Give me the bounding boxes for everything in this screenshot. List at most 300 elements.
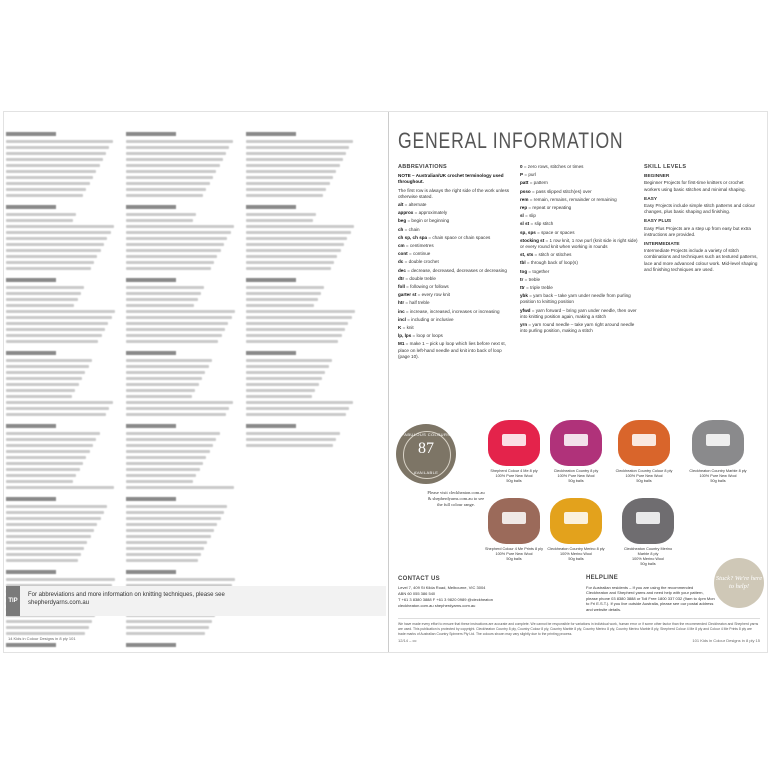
abbreviation-item: M1 = make 1 – pick up loop which lies before next st, place on left-hand needle and knit into back of loop (page 10). [398, 341, 506, 359]
blurred-text-line [246, 298, 318, 301]
blurred-text-line [126, 322, 228, 325]
blurred-text-line [126, 182, 210, 185]
blurred-text-line [126, 158, 223, 161]
blurred-text-line [6, 278, 56, 282]
contact-section [398, 576, 568, 609]
abbreviation-item: tbl = through back of loop(s) [520, 260, 578, 266]
blurred-text-line [6, 304, 74, 307]
blurred-text-line [246, 340, 338, 343]
blurred-text-line [6, 529, 94, 532]
abbreviation-item: stocking st = 1 row knit, 1 row purl (knit side is right side) or every round knit when working in rounds [520, 237, 638, 250]
abbreviation-item: inc = increase, increased, increases or increasing [398, 308, 500, 314]
blurred-text-line [6, 132, 56, 136]
blurred-text-line [6, 237, 107, 240]
blurred-text-line [6, 176, 93, 179]
skill-level-description: Easy Plus Projects are a step up from easy but extra instructions are provided. [644, 225, 751, 237]
abbreviation-item: sl st = slip stitch [520, 221, 554, 227]
contact-line: cleckheaton.com.au shepherdyarns.com.au [398, 603, 476, 608]
blurred-text-line [6, 158, 103, 161]
blurred-text-line [6, 213, 76, 216]
abbreviation-item: cm = centimetres [398, 243, 434, 249]
blurred-text-line [126, 480, 193, 483]
blurred-text-line [246, 432, 340, 435]
abbreviation-item: approx = approximately [398, 210, 448, 216]
blurred-text-line [6, 316, 112, 319]
abbreviation-item: beg = begin or beginning [398, 218, 450, 224]
abbreviation-item: st, sts = stitch or stitches [520, 252, 572, 258]
blurred-text-line [246, 267, 331, 270]
blurred-text-line [246, 304, 314, 307]
blurred-text-line [126, 517, 221, 520]
blurred-text-line [6, 146, 109, 149]
yarn-product [484, 498, 544, 562]
abbreviations-column-2 [520, 164, 638, 336]
blurred-text-line [126, 407, 229, 410]
blurred-text-line [246, 334, 342, 337]
blurred-text-line [126, 570, 176, 574]
abbreviation-item: dtr = double treble [398, 275, 436, 281]
blurred-text-line [6, 468, 80, 471]
blurred-text-line [246, 328, 345, 331]
abbreviations-column-1 [398, 164, 512, 362]
blurred-text-line [126, 620, 212, 623]
blurred-text-line [126, 371, 205, 374]
blurred-text-line [246, 164, 340, 167]
yarn-label: 50g balls [506, 557, 522, 561]
yarn-label: 100% Pure New Wool [495, 474, 533, 478]
blurred-text-line [246, 371, 325, 374]
blurred-text-line [126, 194, 203, 197]
blurred-text-line [126, 553, 201, 556]
skill-level-name: INTERMEDIATE [644, 242, 680, 248]
yarn-product [618, 498, 678, 567]
yarn-label: Cleckheaton Country Colour 8 ply [615, 469, 673, 473]
blurred-text-line [126, 365, 209, 368]
blurred-text-line [126, 286, 204, 289]
yarn-label: Cleckheaton Country Merino Marble 8 ply [623, 547, 673, 556]
blurred-text-line [246, 140, 353, 143]
blurred-text-line [126, 292, 201, 295]
skill-level-description: Intermediate Projects include a variety of stitch combinations and techniques such as textured patterns, lace and more advanced colour work. Mid-level shaping and finishing techniques are used. [644, 248, 758, 272]
abbreviation-item: yrn = yarn round needle – take yarn right around needle into purling position, making a stitch [520, 322, 635, 334]
yarn-label: Cleckheaton Country 8 ply [553, 469, 599, 473]
blurred-text-line [126, 413, 226, 416]
abbreviation-item: tog = together [520, 268, 550, 274]
yarn-label: 100% Pure New Wool [557, 474, 595, 478]
abbreviation-item: ybk = yarn back – take yarn under needle from purling position to knitting position [520, 293, 631, 305]
abbreviation-item: garter st = every row knit [398, 292, 450, 298]
blurred-text-line [126, 219, 193, 222]
blurred-text-line [6, 547, 84, 550]
blurred-text-line [6, 267, 91, 270]
blurred-text-line [6, 395, 72, 398]
blurred-text-line [246, 424, 296, 428]
yarn-label: 50g balls [568, 557, 584, 561]
yarn-label: 100% Merino Wool [559, 552, 592, 556]
skill-level-name: EASY [644, 196, 658, 202]
blurred-text-line [126, 334, 222, 337]
blurred-text-line [6, 486, 114, 489]
blurred-text-line [126, 377, 202, 380]
blurred-text-line [6, 432, 100, 435]
blurred-text-line [6, 351, 56, 355]
blurred-text-line [246, 413, 346, 416]
abbreviation-item: htr = half treble [398, 300, 430, 306]
abbreviation-item: foll = following or follows [398, 284, 449, 290]
blurred-text-line [6, 553, 81, 556]
blurred-text-line [6, 535, 91, 538]
blurred-text-line [126, 176, 213, 179]
skill-levels-column [644, 164, 760, 275]
abbreviation-item: sl = slip [520, 213, 536, 219]
blurred-text-line [126, 535, 211, 538]
abbreviation-item: 0 = zero rows, stitches or times [520, 164, 584, 169]
blurred-text-line [126, 249, 221, 252]
right-page [396, 118, 762, 648]
blurred-text-line [126, 359, 212, 362]
blurred-text-line [6, 450, 90, 453]
blurred-text-line [126, 351, 176, 355]
blurred-text-line [246, 351, 296, 355]
skill-level-name: EASY PLUS [644, 219, 672, 225]
blurred-text-line [126, 225, 234, 228]
blurred-text-line [6, 626, 89, 629]
yarn-product [614, 420, 674, 484]
blurred-text-line [6, 292, 81, 295]
yarn-label: 100% Pure New Wool [625, 474, 663, 478]
blurred-text-line [6, 170, 96, 173]
abbreviation-item: dec = decrease, decreased, decreases or decreasing [398, 267, 507, 273]
blurred-text-line [6, 261, 94, 264]
skill-level-name: BEGINNER [644, 174, 670, 180]
blurred-text-line [126, 188, 206, 191]
yarn-ball-image [622, 498, 674, 544]
blurred-text-line [246, 225, 354, 228]
right-footer-code: 12/14 – cc [398, 638, 417, 643]
blurred-text-line [6, 620, 92, 623]
blurred-text-line [6, 389, 75, 392]
abbreviation-item: psso = pass slipped stitch(es) over [520, 188, 592, 194]
helpline-text: For Australian residents – If you are using the recommended Cleckheaton and Shepherd yarns and need help with your pattern, please phone 03 8380 3888 or Toll Free 1800 337 032 (9am to 4pm Mon to Fri E.S.T.). If you live outside Australia, please see our postal address and website details. [586, 584, 715, 612]
badge-top-text: FABULOUS COLOURS [401, 432, 451, 437]
yarn-label: 50g balls [710, 479, 726, 483]
blurred-text-line [246, 237, 347, 240]
blurred-text-line [246, 255, 337, 258]
blurred-text-line [6, 407, 109, 410]
blurred-text-line [126, 231, 231, 234]
yarn-label: Cleckheaton Country Marble 8 ply [689, 469, 747, 473]
blurred-text-line [246, 182, 330, 185]
blurred-text-line [126, 444, 213, 447]
yarn-label: Shepherd Colour 4 Me Prints 8 ply [484, 547, 544, 551]
badge-number: 87 [418, 440, 434, 457]
blurred-text-line [246, 176, 333, 179]
blurred-text-line [126, 261, 214, 264]
yarn-label: 100% Pure New Wool [495, 552, 533, 556]
yarn-product [484, 420, 544, 484]
blurred-text-line [6, 413, 106, 416]
blurred-text-line [6, 298, 78, 301]
blurred-text-line [246, 444, 333, 447]
blurred-text-line [6, 140, 113, 143]
terminology-note: NOTE – Australian/UK crochet terminology used throughout. [398, 173, 504, 185]
blurred-text-line [246, 170, 336, 173]
yarn-label: 50g balls [640, 562, 656, 566]
stuck-help-badge: Stuck? We're here to help! [714, 558, 764, 608]
blurred-text-line [6, 497, 56, 501]
blurred-text-line [6, 570, 56, 574]
blurred-text-line [126, 456, 206, 459]
blurred-column-1 [6, 124, 116, 651]
blurred-text-line [6, 371, 85, 374]
blurred-text-line [246, 395, 312, 398]
abbreviation-item: sp, sps = space or spaces [520, 229, 575, 235]
blurred-text-line [6, 322, 108, 325]
blurred-text-line [126, 511, 224, 514]
blurred-text-line [6, 340, 98, 343]
fabulous-colours-badge [396, 424, 456, 484]
blurred-text-line [126, 383, 199, 386]
blurred-text-line [246, 205, 296, 209]
blurred-text-line [126, 529, 214, 532]
blurred-text-line [246, 188, 326, 191]
yarn-label: 100% Pure New Wool [699, 474, 737, 478]
abbreviation-item: ch = chain [398, 226, 420, 232]
blurred-text-line [246, 310, 355, 313]
blurred-text-line [126, 146, 229, 149]
blurred-column-3 [246, 124, 356, 450]
blurred-text-line [6, 438, 96, 441]
blurred-text-line [6, 559, 78, 562]
right-footer: 101 Kids in Colour Designs in 8 ply 15 [692, 638, 760, 643]
blurred-text-line [6, 444, 93, 447]
blurred-text-line [6, 225, 114, 228]
blurred-text-line [246, 132, 296, 136]
blurred-text-line [246, 213, 316, 216]
blurred-text-line [6, 541, 87, 544]
blurred-text-line [126, 450, 210, 453]
blurred-text-line [126, 298, 198, 301]
abbreviation-item: lp, lps = loop or loops [398, 333, 443, 339]
blurred-text-line [6, 578, 115, 581]
blurred-text-line [246, 249, 341, 252]
abbreviation-item: yfwd = yarn forward – bring yarn under needle, then over into knitting position again, making a stitch [520, 307, 637, 319]
abbreviation-item: alt = alternate [398, 202, 427, 208]
blurred-text-line [126, 316, 232, 319]
blurred-text-line [246, 231, 351, 234]
left-page [6, 118, 386, 641]
blurred-text-line [126, 626, 209, 629]
skill-level-description: Beginner Projects for first-time knitters or crochet workers using basic stitches and minimal shaping. [644, 180, 746, 192]
blurred-text-line [6, 310, 115, 313]
blurred-text-line [6, 328, 105, 331]
blurred-text-line [246, 322, 348, 325]
contact-line: Level 7, 409 St Kilda Road, Melbourne, VIC 3004 [398, 585, 486, 590]
blurred-text-line [126, 340, 218, 343]
skill-levels-heading: SKILL LEVELS [644, 164, 687, 170]
blurred-text-line [6, 249, 101, 252]
blurred-text-line [6, 462, 83, 465]
blurred-text-line [246, 316, 352, 319]
visit-websites-note: Please visit cleckheaton.com.au & shepherdyarns.com.au to see the full colour range. [427, 490, 485, 507]
blurred-text-line [126, 395, 192, 398]
yarn-label: Cleckheaton Country Merino 8 ply [547, 547, 605, 551]
blurred-text-line [246, 158, 343, 161]
yarn-ball-image [692, 420, 744, 466]
blurred-text-line [126, 205, 176, 209]
abbreviation-item: ch sp, ch spa = chain space or chain spaces [398, 234, 491, 240]
blurred-text-line [126, 237, 227, 240]
blurred-text-line [246, 219, 313, 222]
blurred-text-line [246, 194, 323, 197]
abbreviation-item: rem = remain, remains, remainder or remaining [520, 196, 617, 202]
blurred-text-line [6, 255, 97, 258]
blurred-text-line [126, 389, 195, 392]
blurred-text-line [246, 152, 346, 155]
blurred-text-line [6, 383, 79, 386]
blurred-text-line [126, 462, 203, 465]
blurred-text-line [246, 278, 296, 282]
yarn-ball-image [550, 498, 602, 544]
yarn-label: 50g balls [506, 479, 522, 483]
blurred-text-line [6, 474, 76, 477]
disclaimer-text: We have made every effort to ensure that these instructions are accurate and complete. We cannot be responsible for variations in individual work, human error or if some other factor than the recommended Cleckheaton and Shepherd yarns are used. This publication is protected by copyright. Cleckheaton Country 8 ply, Country Colour 8 ply, Country Marble 8 ply, Country Merino 8 ply, Country Merino Marble 8 ply, Shepherd Colour 4 Me 8 ply and Colour 4 Me Prints 8 ply are trade marks of Australian Country Spinners Pty Ltd. The colours shown may vary slightly due to the printing process. [398, 618, 760, 636]
blurred-text-line [6, 194, 83, 197]
blurred-column-2 [126, 124, 236, 651]
blurred-text-line [126, 643, 176, 647]
tip-text: For abbreviations and more information on knitting techniques, please see shepherdyarns.com.au [28, 592, 225, 606]
abbreviations-intro: The first row is always the right side of the work unless otherwise stated. [398, 187, 510, 199]
blurred-text-line [246, 286, 324, 289]
blurred-text-line [246, 359, 332, 362]
blurred-text-line [6, 286, 84, 289]
abbreviation-item: P = purl [520, 172, 536, 178]
yarn-ball-image [488, 498, 540, 544]
blurred-text-line [6, 401, 113, 404]
yarn-label: 50g balls [568, 479, 584, 483]
blurred-text-line [126, 632, 205, 635]
blurred-text-line [6, 231, 111, 234]
blurred-text-line [126, 213, 196, 216]
abbreviation-item: rep = repeat or repeating [520, 205, 572, 211]
blurred-text-line [126, 497, 176, 501]
blurred-text-line [126, 424, 176, 428]
blurred-text-line [126, 468, 200, 471]
blurred-text-line [126, 474, 196, 477]
yarn-label: 50g balls [636, 479, 652, 483]
abbreviation-item: incl = including or inclusive [398, 316, 454, 322]
abbreviation-item: tr = treble [520, 276, 541, 282]
blurred-text-line [6, 377, 82, 380]
blurred-text-line [126, 152, 226, 155]
blurred-text-line [126, 140, 233, 143]
blurred-text-line [126, 243, 224, 246]
contact-line: ABN 60 055 386 540 [398, 591, 436, 596]
blurred-text-line [6, 480, 73, 483]
blurred-text-line [246, 365, 329, 368]
blurred-text-line [126, 523, 217, 526]
blurred-text-line [126, 328, 225, 331]
blurred-text-line [126, 310, 235, 313]
blurred-text-line [126, 278, 176, 282]
helpline-section [586, 576, 716, 612]
yarn-product [688, 420, 748, 484]
yarn-product [546, 420, 606, 484]
blurred-text-line [246, 261, 334, 264]
blurred-text-line [246, 389, 315, 392]
blurred-text-line [246, 146, 349, 149]
left-footer: 14 Kids in Colour Designs in 8 ply 101 [8, 636, 76, 641]
blurred-text-line [126, 559, 198, 562]
blurred-text-line [6, 456, 86, 459]
skill-level-description: Easy Projects include simple stitch patterns and colour changes, plus basic shaping and finishing. [644, 203, 756, 215]
blurred-text-line [6, 334, 102, 337]
blurred-text-line [126, 132, 176, 136]
page-gutter [388, 112, 389, 652]
blurred-text-line [6, 523, 97, 526]
blurred-text-line [246, 438, 336, 441]
yarn-label: Shepherd Colour 4 Me 8 ply [490, 469, 538, 473]
blurred-text-line [126, 432, 220, 435]
contact-line: T +61 3 8380 3888 F +61 3 9820 0989 @cleckheaton [398, 597, 493, 602]
yarn-ball-image [550, 420, 602, 466]
blurred-text-line [126, 438, 216, 441]
blurred-text-line [246, 292, 321, 295]
blurred-text-line [6, 359, 92, 362]
blurred-text-line [126, 401, 233, 404]
blurred-text-line [6, 205, 56, 209]
blurred-text-line [126, 304, 194, 307]
blurred-text-line [126, 547, 204, 550]
yarn-product [546, 498, 606, 562]
blurred-text-line [6, 643, 56, 647]
blurred-text-line [246, 377, 322, 380]
blurred-text-line [126, 255, 217, 258]
blurred-text-line [246, 407, 349, 410]
blurred-text-line [126, 486, 234, 489]
tip-box [6, 586, 386, 616]
contact-heading: CONTACT US [398, 576, 440, 582]
blurred-text-line [6, 243, 104, 246]
blurred-text-line [126, 541, 207, 544]
blurred-text-line [6, 188, 86, 191]
blurred-text-line [246, 401, 353, 404]
abbreviation-item: K = knit [398, 325, 414, 331]
blurred-text-line [126, 170, 216, 173]
abbreviation-item: cont = continue [398, 251, 431, 257]
blurred-text-line [6, 511, 104, 514]
blurred-text-line [6, 517, 101, 520]
blurred-text-line [126, 505, 227, 508]
blurred-text-line [6, 505, 107, 508]
blurred-text-line [6, 424, 56, 428]
blurred-text-line [246, 383, 319, 386]
blurred-text-line [6, 632, 85, 635]
blurred-text-line [126, 164, 220, 167]
blurred-text-line [6, 219, 73, 222]
blurred-text-line [6, 365, 89, 368]
blurred-text-line [6, 152, 106, 155]
abbreviation-item: dc = double crochet [398, 259, 439, 265]
helpline-heading: HELPLINE [586, 575, 619, 581]
abbreviations-heading: ABBREVIATIONS [398, 164, 448, 170]
yarn-ball-image [618, 420, 670, 466]
yarn-label: 100% Merino Wool [631, 557, 664, 561]
abbreviation-item: ttr = triple treble [520, 285, 553, 291]
blurred-text-line [6, 182, 90, 185]
abbreviation-item: patt = pattern [520, 180, 548, 186]
tip-badge: TIP [6, 586, 20, 616]
